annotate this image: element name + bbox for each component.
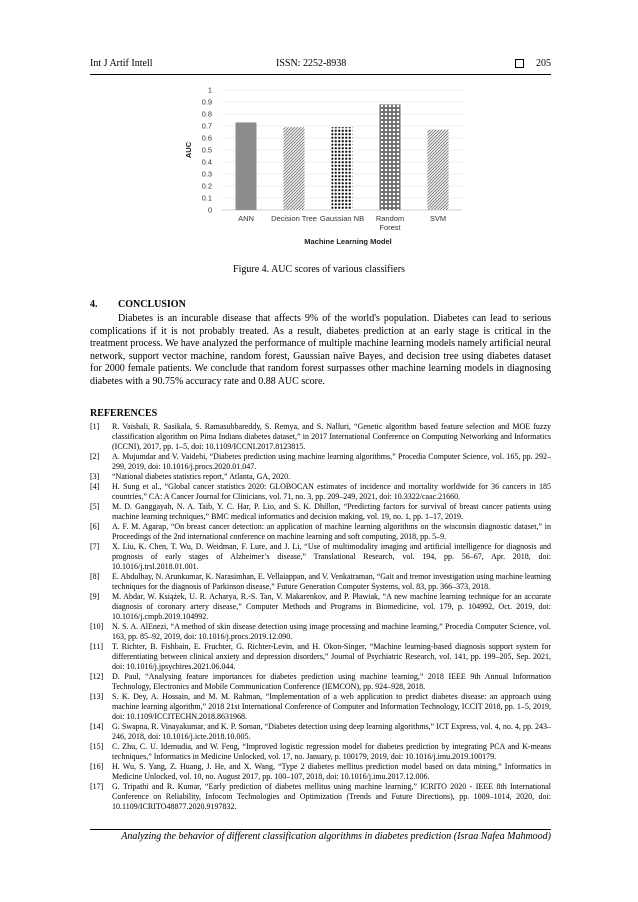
y-tick-label: 0.9 — [201, 97, 212, 107]
reference-number: [6] — [90, 522, 100, 531]
reference-text: H. Wu, S. Yang, Z. Huang, J. He, and X. Wang, “Type 2 diabetes mellitus prediction model based on data mining,” Informatics in Medicine Unlocked, vol. 10, no. August 2017, pp. 100–107, 2018, doi: 10.1016/j.imu.2017.12.006. — [112, 762, 551, 781]
reference-item — [90, 642, 551, 672]
x-tick-label: Forest — [379, 223, 401, 232]
y-tick-label: 0.2 — [201, 181, 212, 191]
reference-number: [11] — [90, 642, 104, 651]
references-heading: REFERENCES — [90, 408, 158, 419]
reference-text: H. Sung et al., “Global cancer statistics 2020: GLOBOCAN estimates of incidence and mortality worldwide for 36 cancers in 185 countries,” CA: A Cancer Journal for Clinicians, vol. 71, no. 3, pp. 209–249, 2021, doi: 10.3322/caac.21660. — [112, 482, 551, 501]
y-tick-label: 0.3 — [201, 169, 212, 179]
x-tick-label: SVM — [429, 214, 447, 223]
reference-number: [8] — [90, 572, 100, 581]
reference-number: [4] — [90, 482, 100, 491]
reference-number: [17] — [90, 782, 104, 791]
auc-bar-chart — [180, 80, 470, 250]
reference-text: M. Abdar, W. Książek, U. R. Acharya, R.-S. Tan, V. Makarenkov, and P. Pławiak, “A new machine learning technique for an accurate diagnosis of coronary artery disease,” Computer Methods and Programs in Biomedicine, vol. 179, p. 104992, Oct. 2019, doi: 10.1016/j.cmpb.2019.104992. — [112, 592, 551, 621]
reference-text: A. Mujumdar and V. Vaidehi, “Diabetes prediction using machine learning algorithms,” Procedia Computer Science, vol. 165, pp. 292–299, 2019, doi: 10.1016/j.procs.2020.01.047. — [112, 452, 551, 471]
reference-item — [90, 672, 551, 692]
y-tick-label: 0.5 — [201, 145, 212, 155]
reference-item — [90, 572, 551, 592]
y-tick-label: 0.8 — [201, 109, 212, 119]
x-tick-label: Random — [375, 214, 405, 223]
reference-list — [90, 422, 551, 812]
reference-text: R. Vaishali, R. Sasikala, S. Ramasubbareddy, S. Remya, and S. Nalluri, “Genetic algorithm based feature selection and MOE fuzzy classification algorithm on Pima Indians diabetes dataset,” in 2017 International Conference on Computing Networking and Informatics (ICCNI), 2017, pp. 1–5, doi: 10.1109/ICCNI.2017.8123815. — [112, 422, 551, 451]
reference-number: [7] — [90, 542, 100, 551]
x-tick-label: ANN — [238, 214, 254, 223]
reference-text: T. Richter, B. Fishbain, E. Fruchter, G. Richter-Levin, and H. Okon-Singer, “Machine learning-based diagnosis support system for differentiating between clinical anxiety and depression disorders,” Journal of Psychiatric Research, vol. 141, pp. 199–205, Sep. 2021, doi: 10.1016/j.jpsychires.2021.06.044. — [112, 642, 551, 671]
reference-text: E. Abdulhay, N. Arunkumar, K. Narasimhan, E. Vellaiappan, and V. Venkatraman, “Gait and tremor investigation using machine learning techniques for the diagnosis of Parkinson disease,” Future Generation Computer Systems, vol. 83, pp. 366–373, 2018. — [112, 572, 551, 591]
reference-number: [16] — [90, 762, 104, 771]
x-tick-label: Decision Tree — [271, 214, 317, 223]
reference-number: [15] — [90, 742, 104, 751]
reference-item — [90, 742, 551, 762]
reference-number: [3] — [90, 472, 100, 481]
bar-decision-tree — [284, 127, 305, 210]
reference-text: N. S. A. AlEnezi, “A method of skin disease detection using image processing and machine learning,” Procedia Computer Science, vol. 163, pp. 85–92, 2019, doi: 10.1016/j.procs.2019.12.090. — [112, 622, 551, 641]
reference-item — [90, 622, 551, 642]
reference-item — [90, 422, 551, 452]
reference-item — [90, 542, 551, 572]
reference-item — [90, 722, 551, 742]
y-tick-label: 0.6 — [201, 133, 212, 143]
section-number: 4. — [90, 299, 98, 310]
bar-ann — [236, 122, 257, 210]
running-footer: Analyzing the behavior of different classification algorithms in diabetes prediction (Israa Nafea Mahmood) — [121, 831, 551, 842]
square-icon — [515, 59, 524, 68]
y-tick-label: 0.1 — [201, 193, 212, 203]
chart-svg — [180, 80, 470, 250]
reference-text: G. Tripathi and R. Kumar, “Early prediction of diabetes mellitus using machine learning,” ICRITO 2020 - IEEE 8th International Conference on Reliability, Infocom Technologies and Optimization (Trends and Future Directions), pp. 1009–1014, 2020, doi: 10.1109/ICRITO48877.2020.9197832. — [112, 782, 551, 811]
reference-number: [1] — [90, 422, 100, 431]
reference-item — [90, 782, 551, 812]
reference-text: D. Paul, “Analysing feature importances for diabetes prediction using machine learning,” 2018 IEEE 9th Annual Information Technology, Electronics and Mobile Communication Conference (IEMCON), pp. 924–928, 2018. — [112, 672, 551, 691]
page-number: 205 — [536, 58, 551, 69]
conclusion-paragraph — [90, 313, 551, 389]
journal-name: Int J Artif Intell — [90, 58, 153, 69]
issn: ISSN: 2252-8938 — [276, 58, 347, 69]
reference-text: C. Zhu, C. U. Idemudia, and W. Feng, “Improved logistic regression model for diabetes prediction by integrating PCA and K-means techniques,” Informatics in Medicine Unlocked, vol. 17, no. January, p. 100179, 2019, doi: 10.1016/j.imu.2019.100179. — [112, 742, 551, 761]
reference-item — [90, 482, 551, 502]
reference-text: M. D. Ganggayah, N. A. Taib, Y. C. Har, P. Lio, and S. K. Dhillon, “Predicting factors for survival of breast cancer patients using machine learning techniques,” BMC medical informatics and decision making, vol. 19, no. 1, pp. 1–17, 2019. — [112, 502, 551, 521]
reference-item — [90, 452, 551, 472]
reference-item — [90, 692, 551, 722]
y-tick-label: 0.7 — [201, 121, 212, 131]
page-number-group — [515, 58, 551, 69]
section-heading — [90, 299, 186, 310]
bar-svm — [428, 130, 449, 210]
reference-number: [10] — [90, 622, 104, 631]
y-axis-title: AUC — [184, 141, 193, 159]
reference-text: “National diabetes statistics report,” Atlanta, GA, 2020. — [112, 472, 291, 481]
y-tick-label: 1 — [207, 85, 212, 95]
running-header — [90, 58, 551, 72]
header-rule — [90, 74, 551, 75]
section-title: CONCLUSION — [118, 299, 186, 310]
footer-rule — [90, 829, 551, 830]
bar-gaussian-nb — [332, 127, 353, 210]
reference-text: A. F. M. Agarap, “On breast cancer detection: an application of machine learning algorithms on the wisconsin diagnostic dataset,” in Proceedings of the 2nd international conference on machine learning and soft computing, 2018, pp. 5–9. — [112, 522, 551, 541]
reference-number: [2] — [90, 452, 100, 461]
reference-number: [14] — [90, 722, 104, 731]
reference-item — [90, 592, 551, 622]
figure-caption: Figure 4. AUC scores of various classifiers — [233, 264, 405, 275]
reference-text: G. Swapna, R. Vinayakumar, and K. P. Soman, “Diabetes detection using deep learning algorithms,” ICT Express, vol. 4, no. 4, pp. 243–246, 2018, doi: 10.1016/j.icte.2018.10.005. — [112, 722, 551, 741]
reference-item — [90, 762, 551, 782]
reference-text: X. Liu, K. Chen, T. Wu, D. Weidman, F. Lure, and J. Li, “Use of multimodality imaging and artificial intelligence for diagnosis and prognosis of early stages of Alzheimer’s disease,” Translational Research, vol. 194, pp. 56–67, Apr. 2018, doi: 10.1016/j.trsl.2018.01.001. — [112, 542, 551, 571]
conclusion-text: Diabetes is an incurable disease that affects 9% of the world's population. Diabetes can lead to serious complications if it is not probably treated. As a result, diabetes prediction at an early stage is critical in the treatment process. We have analyzed the performance of multiple machine learning models namely artificial neural network, support vector machine, random forest, Gaussian naïve Bayes, and decision tree using diabetes dataset for 2000 female patients. We conclude that random forest surpasses other machine learning models in diagnosing diabetes with a 90.75% accuracy rate and 0.88 AUC score. — [90, 313, 551, 387]
bar-random-forest — [380, 104, 401, 210]
x-tick-label: Gaussian NB — [319, 214, 365, 223]
reference-number: [13] — [90, 692, 104, 701]
reference-number: [9] — [90, 592, 100, 601]
y-tick-label: 0 — [207, 205, 212, 215]
reference-item — [90, 522, 551, 542]
y-tick-label: 0.4 — [201, 157, 212, 167]
reference-item — [90, 502, 551, 522]
x-axis-title: Machine Learning Model — [304, 237, 392, 246]
reference-number: [12] — [90, 672, 104, 681]
reference-text: S. K. Dey, A. Hossain, and M. M. Rahman, “Implementation of a web application to predict diabetes disease: an approach using machine learning algorithm,” 2018 21st International Conference of Computer and Information Technology, ICCIT 2018, pp. 1–5, 2019, doi: 10.1109/ICCITECHN.2018.8631968. — [112, 692, 551, 721]
reference-number: [5] — [90, 502, 100, 511]
reference-item — [90, 472, 551, 482]
